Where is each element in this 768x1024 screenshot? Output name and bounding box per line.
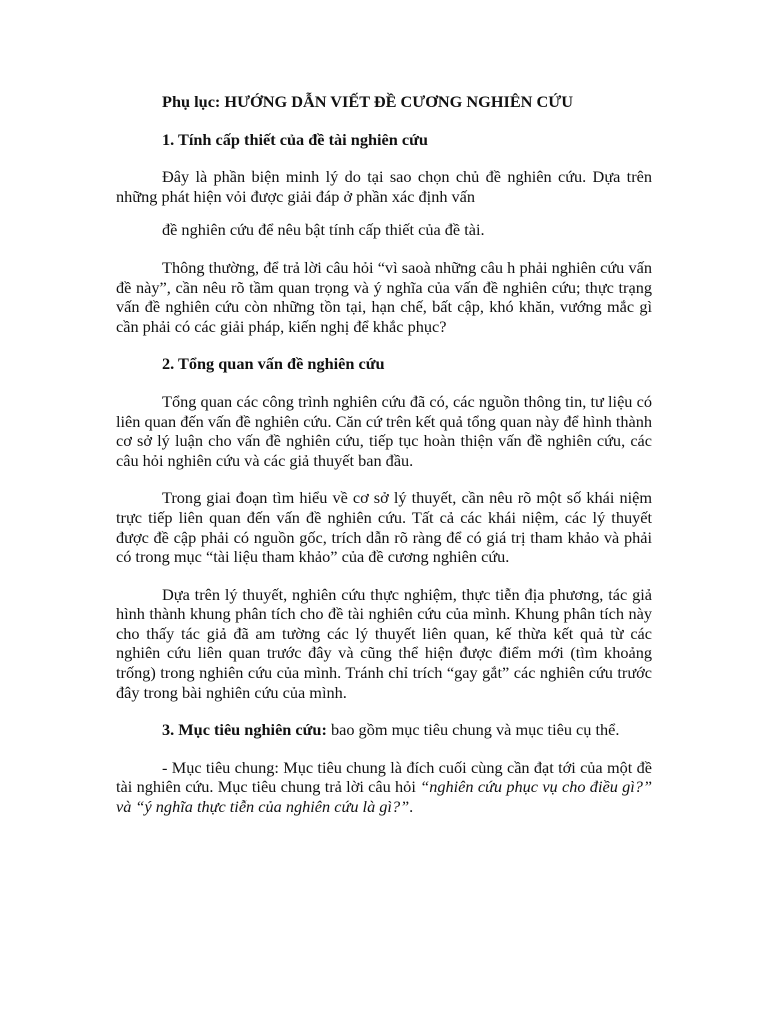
section-2-paragraph-1: Tổng quan các công trình nghiên cứu đã có, các nguồn thông tin, tư liệu có liên quan đến vấn đề nghiên cứu. Căn cứ trên kết quả tổng quan này để hình thành cơ sở lý luận cho vấn đề nghiên cứu, tiếp tục hoàn thiện vấn đề nghiên cứu, các câu hỏi nghiên cứu và các giả thuyết ban đầu. xyxy=(116,391,652,470)
section-1-paragraph-1-continued: đề nghiên cứu để nêu bật tính cấp thiết của đề tài. xyxy=(162,220,485,240)
section-1-paragraph-2: Thông thường, để trả lời câu hỏi “vì saoà những câu h phải nghiên cứu vấn đề này”, cần nêu rõ tầm quan trọng và ý nghĩa của vấn đề nghiên cứu; thực trạng vấn đề nghiên cứu còn những tồn tại, hạn chế, bất cập, khó khăn, vướng mắc gì cần phải có các giải pháp, kiến nghị để khắc phục? xyxy=(116,257,652,336)
general-objective-end: . xyxy=(409,797,414,817)
section-3-heading xyxy=(116,720,652,740)
section-3-heading-label: 3. Mục tiêu nghiên cứu: xyxy=(162,720,327,740)
section-2-heading: 2. Tổng quan vấn đề nghiên cứu xyxy=(162,354,385,374)
section-1-paragraph-1: Đây là phần biện minh lý do tại sao chọn chủ đề nghiên cứu. Dựa trên những phát hiện vỏi được giải đáp ở phần xác định vấn xyxy=(116,167,652,206)
section-2-paragraph-2: Trong giai đoạn tìm hiểu về cơ sở lý thuyết, cần nêu rõ một số khái niệm trực tiếp liên quan đến vấn đề nghiên cứu. Tất cả các khái niệm, các lý thuyết được đề cập phải có nguồn gốc, trích dẫn rõ ràng để có giá trị tham khảo và phải có trong mục “tài liệu tham khảo” của đề cương nghiên cứu. xyxy=(116,488,652,567)
section-1-heading: 1. Tính cấp thiết của đề tài nghiên cứu xyxy=(162,129,428,149)
section-3-general-objective xyxy=(116,758,652,817)
general-objective-questions: “nghiên cứu phục vụ cho điều gì?” và “ý nghĩa thực tiễn của nghiên cứu là gì?” xyxy=(116,777,653,817)
general-objective-text: - Mục tiêu chung: Mục tiêu chung là đích cuối cùng cần đạt tới của một đề tài nghiên cứu. Mục tiêu chung trả lời câu hỏi xyxy=(116,757,652,797)
document-page xyxy=(116,92,652,835)
document-title: Phụ lục: HƯỚNG DẪN VIẾT ĐỀ CƯƠNG NGHIÊN CỨU xyxy=(162,92,573,111)
section-3-heading-text: bao gồm mục tiêu chung và mục tiêu cụ thể. xyxy=(326,720,620,740)
section-2-paragraph-3: Dựa trên lý thuyết, nghiên cứu thực nghiệm, thực tiễn địa phương, tác giả hình thành khung phân tích cho đề tài nghiên cứu của mình. Khung phân tích này cho thấy tác giả đã am tường các lý thuyết liên quan, kế thừa kết quả từ các nghiên cứu liên quan trước đây và cũng thể hiện được điểm mới (tìm khoảng trống) trong nghiên cứu của mình. Tránh chỉ trích “gay gắt” các nghiên cứu trước đây trong bài nghiên cứu của mình. xyxy=(116,584,652,702)
